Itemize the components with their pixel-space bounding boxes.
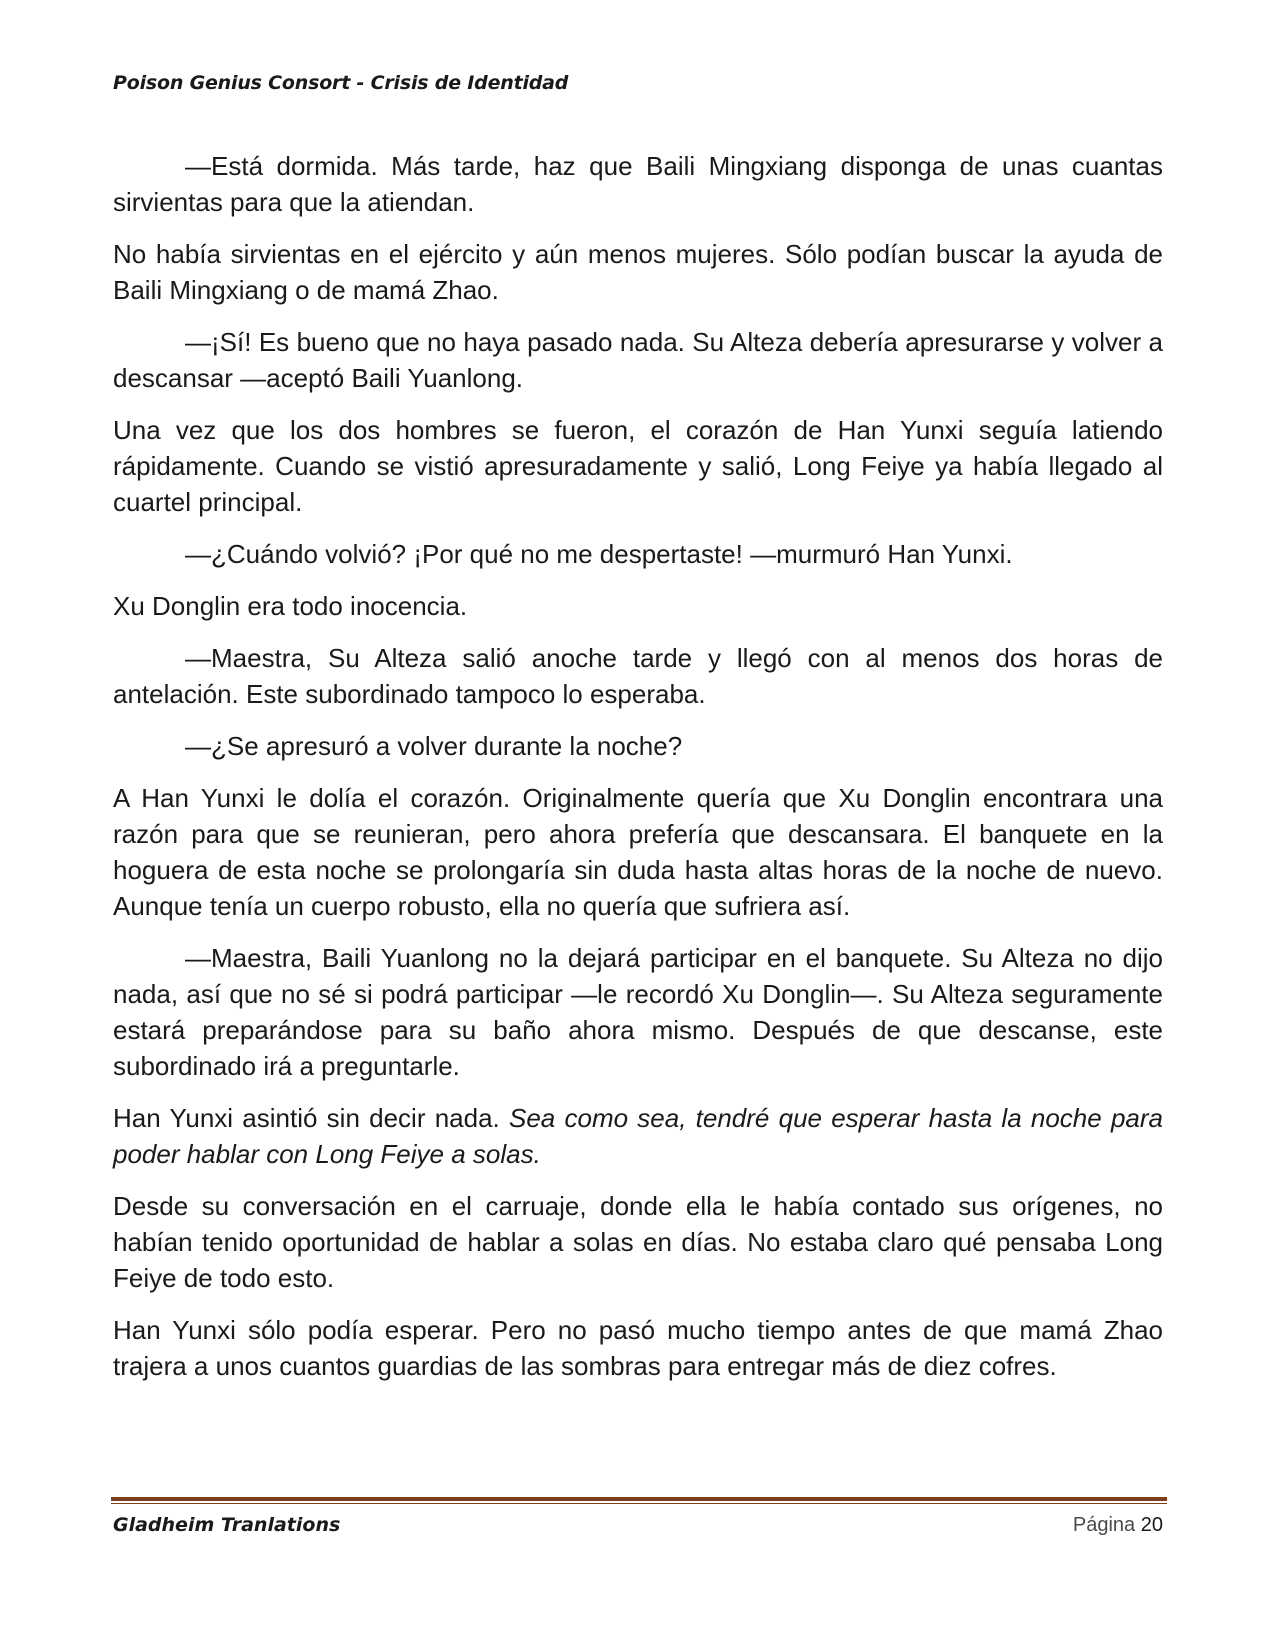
footer-divider-thin bbox=[111, 1503, 1167, 1504]
page-label: Página bbox=[1072, 1514, 1136, 1536]
paragraph-narration: Una vez que los dos hombres se fueron, el corazón de Han Yunxi seguía latiendo rápidamente. Cuando se vistió apresuradamente y salió, Long Feiye ya había llegado al cuartel principal. bbox=[113, 415, 1163, 517]
paragraph-dialog: —¡Sí! Es bueno que no haya pasado nada. Su Alteza debería apresurarse y volver a descansar —aceptó Baili Yuanlong. bbox=[113, 327, 1163, 393]
running-header: Poison Genius Consort - Crisis de Identidad bbox=[113, 72, 569, 94]
paragraph-narration: Xu Donglin era todo inocencia. bbox=[113, 591, 468, 621]
paragraph-dialog: —Está dormida. Más tarde, haz que Baili Mingxiang disponga de unas cuantas sirvientas para que la atiendan. bbox=[113, 151, 1163, 217]
paragraph-dialog: —¿Cuándo volvió? ¡Por qué no me despertaste! —murmuró Han Yunxi. bbox=[185, 539, 1013, 569]
page-number: 20 bbox=[1140, 1514, 1163, 1536]
paragraph-narration: Han Yunxi sólo podía esperar. Pero no pasó mucho tiempo antes de que mamá Zhao trajera a unos cuantos guardias de las sombras para entregar más de diez cofres. bbox=[113, 1315, 1163, 1381]
paragraph-dialog: —¿Se apresuró a volver durante la noche? bbox=[185, 731, 683, 761]
footer-credit: Gladheim Tranlations bbox=[113, 1514, 341, 1536]
paragraph-dialog: —Maestra, Su Alteza salió anoche tarde y llegó con al menos dos horas de antelación. Este subordinado tampoco lo esperaba. bbox=[113, 643, 1163, 709]
inner-thought-italic: Sea como sea, tendré que esperar hasta la noche para poder hablar con Long Feiye a solas. bbox=[113, 1103, 1163, 1169]
paragraph-dialog: —Maestra, Baili Yuanlong no la dejará participar en el banquete. Su Alteza no dijo nada, así que no sé si podrá participar —le recordó Xu Donglin—. Su Alteza seguramente estará preparándose para su baño ahora mismo. Después de que descanse, este subordinado irá a preguntarle. bbox=[113, 943, 1163, 1081]
body-text bbox=[113, 148, 1163, 1400]
paragraph-narration: No había sirvientas en el ejército y aún menos mujeres. Sólo podían buscar la ayuda de Baili Mingxiang o de mamá Zhao. bbox=[113, 239, 1163, 305]
paragraph-narration-mixed bbox=[113, 1100, 1163, 1172]
page-number-footer bbox=[1073, 1514, 1163, 1537]
paragraph-narration: Desde su conversación en el carruaje, donde ella le había contado sus orígenes, no habían tenido oportunidad de hablar a solas en días. No estaba claro qué pensaba Long Feiye de todo esto. bbox=[113, 1191, 1163, 1293]
narration-text: Han Yunxi asintió sin decir nada. bbox=[113, 1103, 509, 1133]
footer-divider bbox=[111, 1497, 1167, 1504]
paragraph-narration: A Han Yunxi le dolía el corazón. Originalmente quería que Xu Donglin encontrara una razón para que se reunieran, pero ahora prefería que descansara. El banquete en la hoguera de esta noche se prolongaría sin duda hasta altas horas de la noche de nuevo. Aunque tenía un cuerpo robusto, ella no quería que sufriera así. bbox=[113, 783, 1163, 921]
